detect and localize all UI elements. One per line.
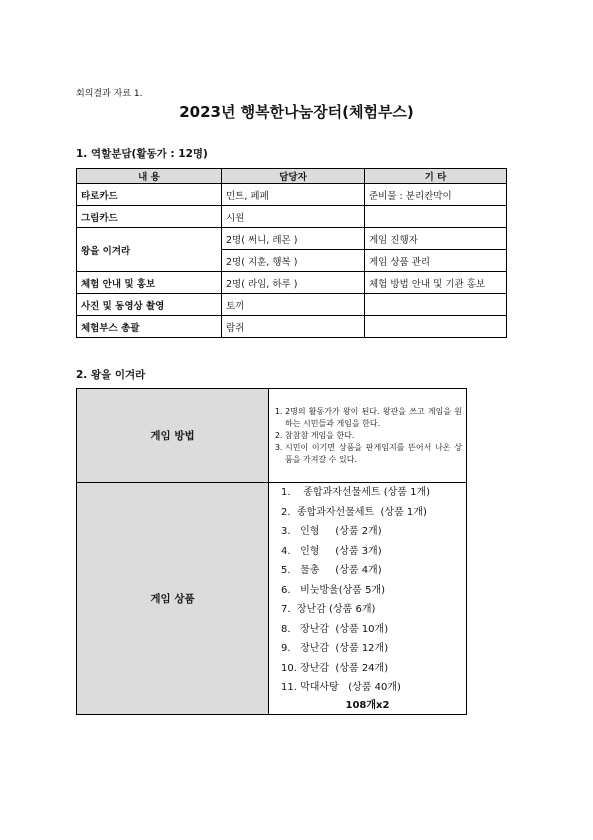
- column-header-note: 기 타: [365, 169, 507, 184]
- method-row: [77, 389, 467, 483]
- prize-total: 108개x2: [345, 699, 390, 711]
- list-item: 10. 장난감 (상품 24개): [281, 662, 389, 674]
- section-2-heading: 2. 왕을 이겨라: [76, 369, 146, 381]
- table-row: [77, 184, 507, 206]
- table-row: [77, 294, 507, 316]
- game-prizes-label: 게임 상품: [77, 483, 269, 715]
- section-1-heading: 1. 역할분담(활동가 : 12명): [76, 148, 208, 160]
- note-cell: 게임 상품 관리: [365, 250, 507, 272]
- prize-list: [269, 483, 466, 698]
- person-cell: 2명( 라임, 하루 ): [222, 272, 365, 294]
- list-item: 4. 인형 (상품 3개): [281, 545, 382, 557]
- game-prizes-cell: [269, 483, 467, 715]
- method-list: [269, 405, 466, 467]
- table-row: [77, 206, 507, 228]
- note-cell: [365, 206, 507, 228]
- list-item: 1. 종합과자선물세트 (상품 1개): [281, 487, 431, 498]
- list-item: 3. 인형 (상품 2개): [281, 526, 382, 537]
- game-method-label: 게임 방법: [77, 389, 269, 483]
- list-item: 6. 비눗방울(상품 5개): [281, 584, 386, 596]
- person-cell: 토끼: [222, 294, 365, 316]
- table-row: [77, 272, 507, 294]
- list-item: 8. 장난감 (상품 10개): [281, 623, 389, 635]
- document-label: 회의결과 자료 1.: [76, 89, 143, 99]
- table-row: [77, 316, 507, 338]
- prizes-row: [77, 483, 467, 715]
- list-item: 11. 막대사탕 (상품 40개): [281, 682, 401, 693]
- list-item: 7. 장난감 (상품 6개): [281, 604, 376, 615]
- list-item: 5. 물총 (상품 4개): [281, 565, 382, 576]
- role-cell: 그림카드: [77, 206, 222, 228]
- person-cell: 시원: [222, 206, 365, 228]
- method-step: 1. 2명의 활동가가 왕이 된다. 왕관을 쓰고 게임을 원하는 시민들과 게임을 한다.: [285, 406, 462, 430]
- method-step: 3. 시민이 이기면 상품을 판게임지를 뜬어서 나온 상품을 가져갈 수 있다.: [285, 442, 462, 466]
- method-step: 2. 참참참 게임을 한다.: [285, 430, 462, 442]
- role-table: [76, 168, 507, 338]
- note-cell: 준비물 : 분리칸막이: [365, 184, 507, 206]
- role-cell: 사진 및 동영상 촬영: [77, 294, 222, 316]
- role-cell: 체험부스 총괄: [77, 316, 222, 338]
- role-cell: 왕을 이겨라: [77, 228, 222, 272]
- column-header-content: 내 용: [77, 169, 222, 184]
- note-cell: 게임 진행자: [365, 228, 507, 250]
- person-cell: 2명( 써니, 레몬 ): [222, 228, 365, 250]
- table-row: [77, 228, 507, 250]
- role-table-header-row: [77, 169, 507, 184]
- person-cell: 2명( 지훈, 행복 ): [222, 250, 365, 272]
- game-method-cell: [269, 389, 467, 483]
- role-cell: 타로카드: [77, 184, 222, 206]
- list-item: 9. 장난감 (상품 12개): [281, 643, 389, 654]
- role-cell: 체험 안내 및 홍보: [77, 272, 222, 294]
- column-header-person: 담당자: [222, 169, 365, 184]
- note-cell: 체험 방법 안내 및 기관 홍보: [365, 272, 507, 294]
- note-cell: [365, 316, 507, 338]
- list-item: 2. 종합과자선물세트 (상품 1개): [281, 506, 427, 518]
- note-cell: [365, 294, 507, 316]
- person-cell: 람쥐: [222, 316, 365, 338]
- person-cell: 민트, 페페: [222, 184, 365, 206]
- document-title: 2023년 행복한나눔장터(체험부스): [179, 103, 414, 121]
- game-table: [76, 388, 467, 715]
